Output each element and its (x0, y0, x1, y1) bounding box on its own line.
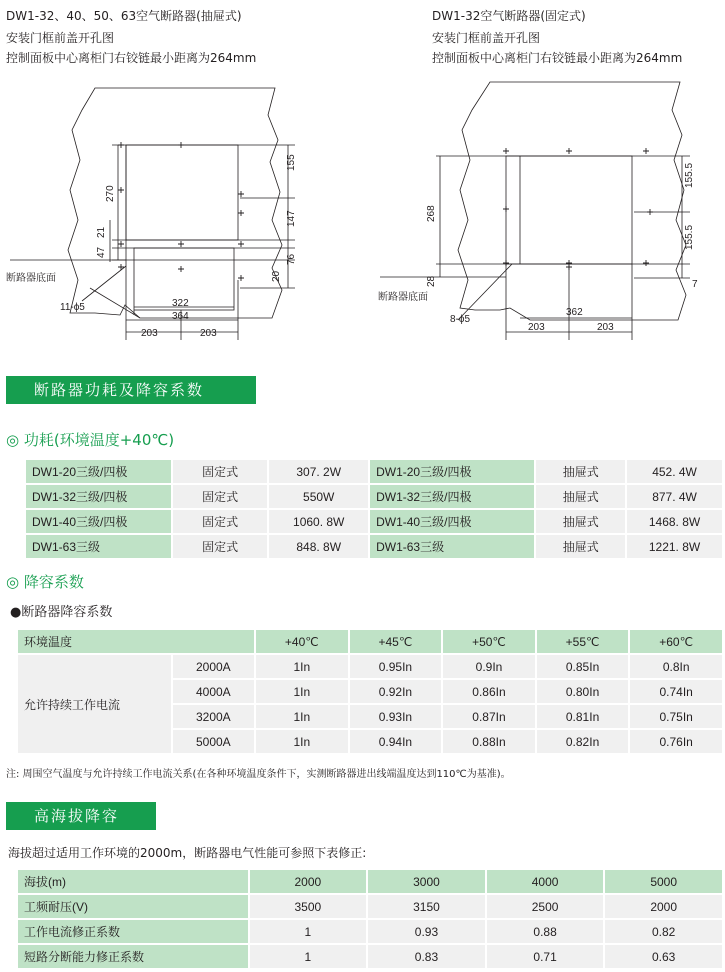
derate-cell: 0.8In (630, 655, 722, 678)
left-dim-47: 47 (96, 246, 107, 258)
left-label-base: 断路器底面 (6, 273, 56, 284)
derate-cell: 0.74In (630, 680, 722, 703)
left-dim-21: 21 (96, 226, 107, 238)
right-label-holes: 8-ϕ5 (450, 314, 471, 325)
power-cell: 1468. 8W (627, 510, 722, 533)
left-dim-155: 155 (286, 154, 297, 171)
power-cell: 固定式 (173, 460, 267, 483)
right-dim-155-5-a: 155.5 (684, 162, 695, 188)
altitude-cell: 2000 (605, 895, 722, 918)
left-dim-322: 322 (172, 298, 189, 309)
right-dim-203-b: 203 (597, 322, 614, 333)
derate-subtitle: ◎ 降容系数 (6, 573, 84, 591)
power-cell: 452. 4W (627, 460, 722, 483)
derate-cell: 0.85In (537, 655, 629, 678)
power-cell: 抽屉式 (536, 535, 625, 558)
altitude-row (18, 945, 722, 968)
altitude-cell: 0.71 (487, 945, 604, 968)
power-cell: DW1-63三级 (370, 535, 534, 558)
right-dim-28: 28 (426, 275, 437, 287)
right-dim-268: 268 (426, 205, 437, 222)
altitude-header-cell: 2000 (250, 870, 367, 893)
derate-cell: 5000A (173, 730, 254, 753)
derate-cell: 0.95In (350, 655, 442, 678)
power-cell: 固定式 (173, 510, 267, 533)
altitude-header-cell: 4000 (487, 870, 604, 893)
power-subtitle: ◎ 功耗(环境温度+40℃) (6, 431, 175, 449)
altitude-cell: 0.88 (487, 920, 604, 943)
altitude-row (18, 895, 722, 918)
power-cell: DW1-20三级/四极 (26, 460, 171, 483)
derate-note: 注: 周围空气温度与允许持续工作电流关系(在各种环境温度条件下，实测断路器进出线端温度达到110℃为基准)。 (6, 769, 511, 780)
right-caption-3: 控制面板中心离柜门右铰链最小距离为264mm (432, 51, 683, 65)
derate-cell: 1In (256, 730, 348, 753)
derate-header-cell: +55℃ (537, 630, 629, 653)
power-cell: DW1-32三级/四极 (26, 485, 171, 508)
right-dim-155-5-b: 155.5 (684, 224, 695, 250)
altitude-cell: 1 (250, 945, 367, 968)
derate-cell: 4000A (173, 680, 254, 703)
derate-cell: 1In (256, 705, 348, 728)
derate-cell: 0.75In (630, 705, 722, 728)
derate-cell: 0.92In (350, 680, 442, 703)
derate-cell: 3200A (173, 705, 254, 728)
power-cell: 848. 8W (269, 535, 368, 558)
right-dim-7: 7 (692, 279, 698, 290)
power-cell: 307. 2W (269, 460, 368, 483)
derate-bullet-title: ●断路器降容系数 (10, 605, 113, 620)
power-cell: 877. 4W (627, 485, 722, 508)
derate-cell: 0.81In (537, 705, 629, 728)
altitude-cell: 0.93 (368, 920, 485, 943)
right-caption-1: DW1-32空气断路器(固定式) (432, 9, 586, 23)
altitude-header-cell: 3000 (368, 870, 485, 893)
derate-cell: 2000A (173, 655, 254, 678)
power-cell: 1221. 8W (627, 535, 722, 558)
derate-table (16, 628, 724, 755)
altitude-cell: 0.82 (605, 920, 722, 943)
power-cell: 550W (269, 485, 368, 508)
left-caption-2: 安装门框前盖开孔图 (6, 31, 115, 45)
altitude-intro: 海拔超过适用工作环境的2000m，断路器电气性能可参照下表修正: (8, 846, 367, 860)
derate-cell: 0.93In (350, 705, 442, 728)
derate-cell: 0.87In (443, 705, 535, 728)
altitude-cell: 3150 (368, 895, 485, 918)
derate-cell: 0.76In (630, 730, 722, 753)
altitude-cell: 1 (250, 920, 367, 943)
power-cell: 固定式 (173, 535, 267, 558)
right-label-base: 断路器底面 (378, 292, 428, 303)
left-dim-203-a: 203 (141, 328, 158, 339)
altitude-cell: 3500 (250, 895, 367, 918)
right-dim-362: 362 (566, 307, 583, 318)
altitude-cell: 工作电流修正系数 (18, 920, 248, 943)
left-dim-364: 364 (172, 311, 189, 322)
power-cell: 抽屉式 (536, 510, 625, 533)
band-power-derate: 断路器功耗及降容系数 (6, 376, 256, 404)
altitude-header-cell: 海拔(m) (18, 870, 248, 893)
derate-cell: 1In (256, 680, 348, 703)
derate-row (18, 655, 722, 678)
derate-cell: 0.86In (443, 680, 535, 703)
derate-header-cell: +45℃ (350, 630, 442, 653)
left-dim-20: 20 (271, 270, 282, 282)
derate-cell: 0.80In (537, 680, 629, 703)
power-cell: DW1-40三级/四极 (370, 510, 534, 533)
left-caption-1: DW1-32、40、50、63空气断路器(抽屉式) (6, 9, 242, 23)
right-caption-2: 安装门框前盖开孔图 (432, 31, 541, 45)
power-row (26, 535, 722, 558)
derate-header-cell: +60℃ (630, 630, 722, 653)
derate-header-cell: +40℃ (256, 630, 348, 653)
power-row (26, 510, 722, 533)
altitude-header-cell: 5000 (605, 870, 722, 893)
altitude-table (16, 868, 724, 970)
derate-cell: 0.94In (350, 730, 442, 753)
power-cell: 1060. 8W (269, 510, 368, 533)
derate-cell: 0.88In (443, 730, 535, 753)
left-dim-147: 147 (286, 210, 297, 227)
power-cell: 抽屉式 (536, 485, 625, 508)
power-cell: DW1-20三级/四极 (370, 460, 534, 483)
derate-row-label: 允许持续工作电流 (18, 655, 171, 753)
derate-cell: 0.82In (537, 730, 629, 753)
power-cell: DW1-40三级/四极 (26, 510, 171, 533)
power-row (26, 460, 722, 483)
altitude-cell: 短路分断能力修正系数 (18, 945, 248, 968)
band-altitude: 高海拔降容 (6, 802, 156, 830)
altitude-row (18, 920, 722, 943)
derate-header-cell: 环境温度 (18, 630, 254, 653)
right-cutout-drawing (360, 70, 725, 350)
power-cell: 固定式 (173, 485, 267, 508)
power-cell: DW1-32三级/四极 (370, 485, 534, 508)
left-label-holes: 11-ϕ5 (60, 302, 85, 313)
altitude-cell: 0.63 (605, 945, 722, 968)
left-dim-270: 270 (105, 185, 116, 202)
derate-cell: 0.9In (443, 655, 535, 678)
power-table (24, 458, 724, 560)
altitude-cell: 0.83 (368, 945, 485, 968)
power-row (26, 485, 722, 508)
power-cell: 抽屉式 (536, 460, 625, 483)
derate-cell: 1In (256, 655, 348, 678)
derate-header-cell: +50℃ (443, 630, 535, 653)
left-cutout-drawing (0, 70, 360, 350)
altitude-cell: 2500 (487, 895, 604, 918)
power-cell: DW1-63三级 (26, 535, 171, 558)
altitude-cell: 工频耐压(V) (18, 895, 248, 918)
derate-header-row (18, 630, 722, 653)
left-caption-3: 控制面板中心离柜门右铰链最小距离为264mm (6, 51, 257, 65)
right-dim-203-a: 203 (528, 322, 545, 333)
altitude-header-row (18, 870, 722, 893)
left-dim-203-b: 203 (200, 328, 217, 339)
left-dim-76: 76 (286, 253, 297, 265)
